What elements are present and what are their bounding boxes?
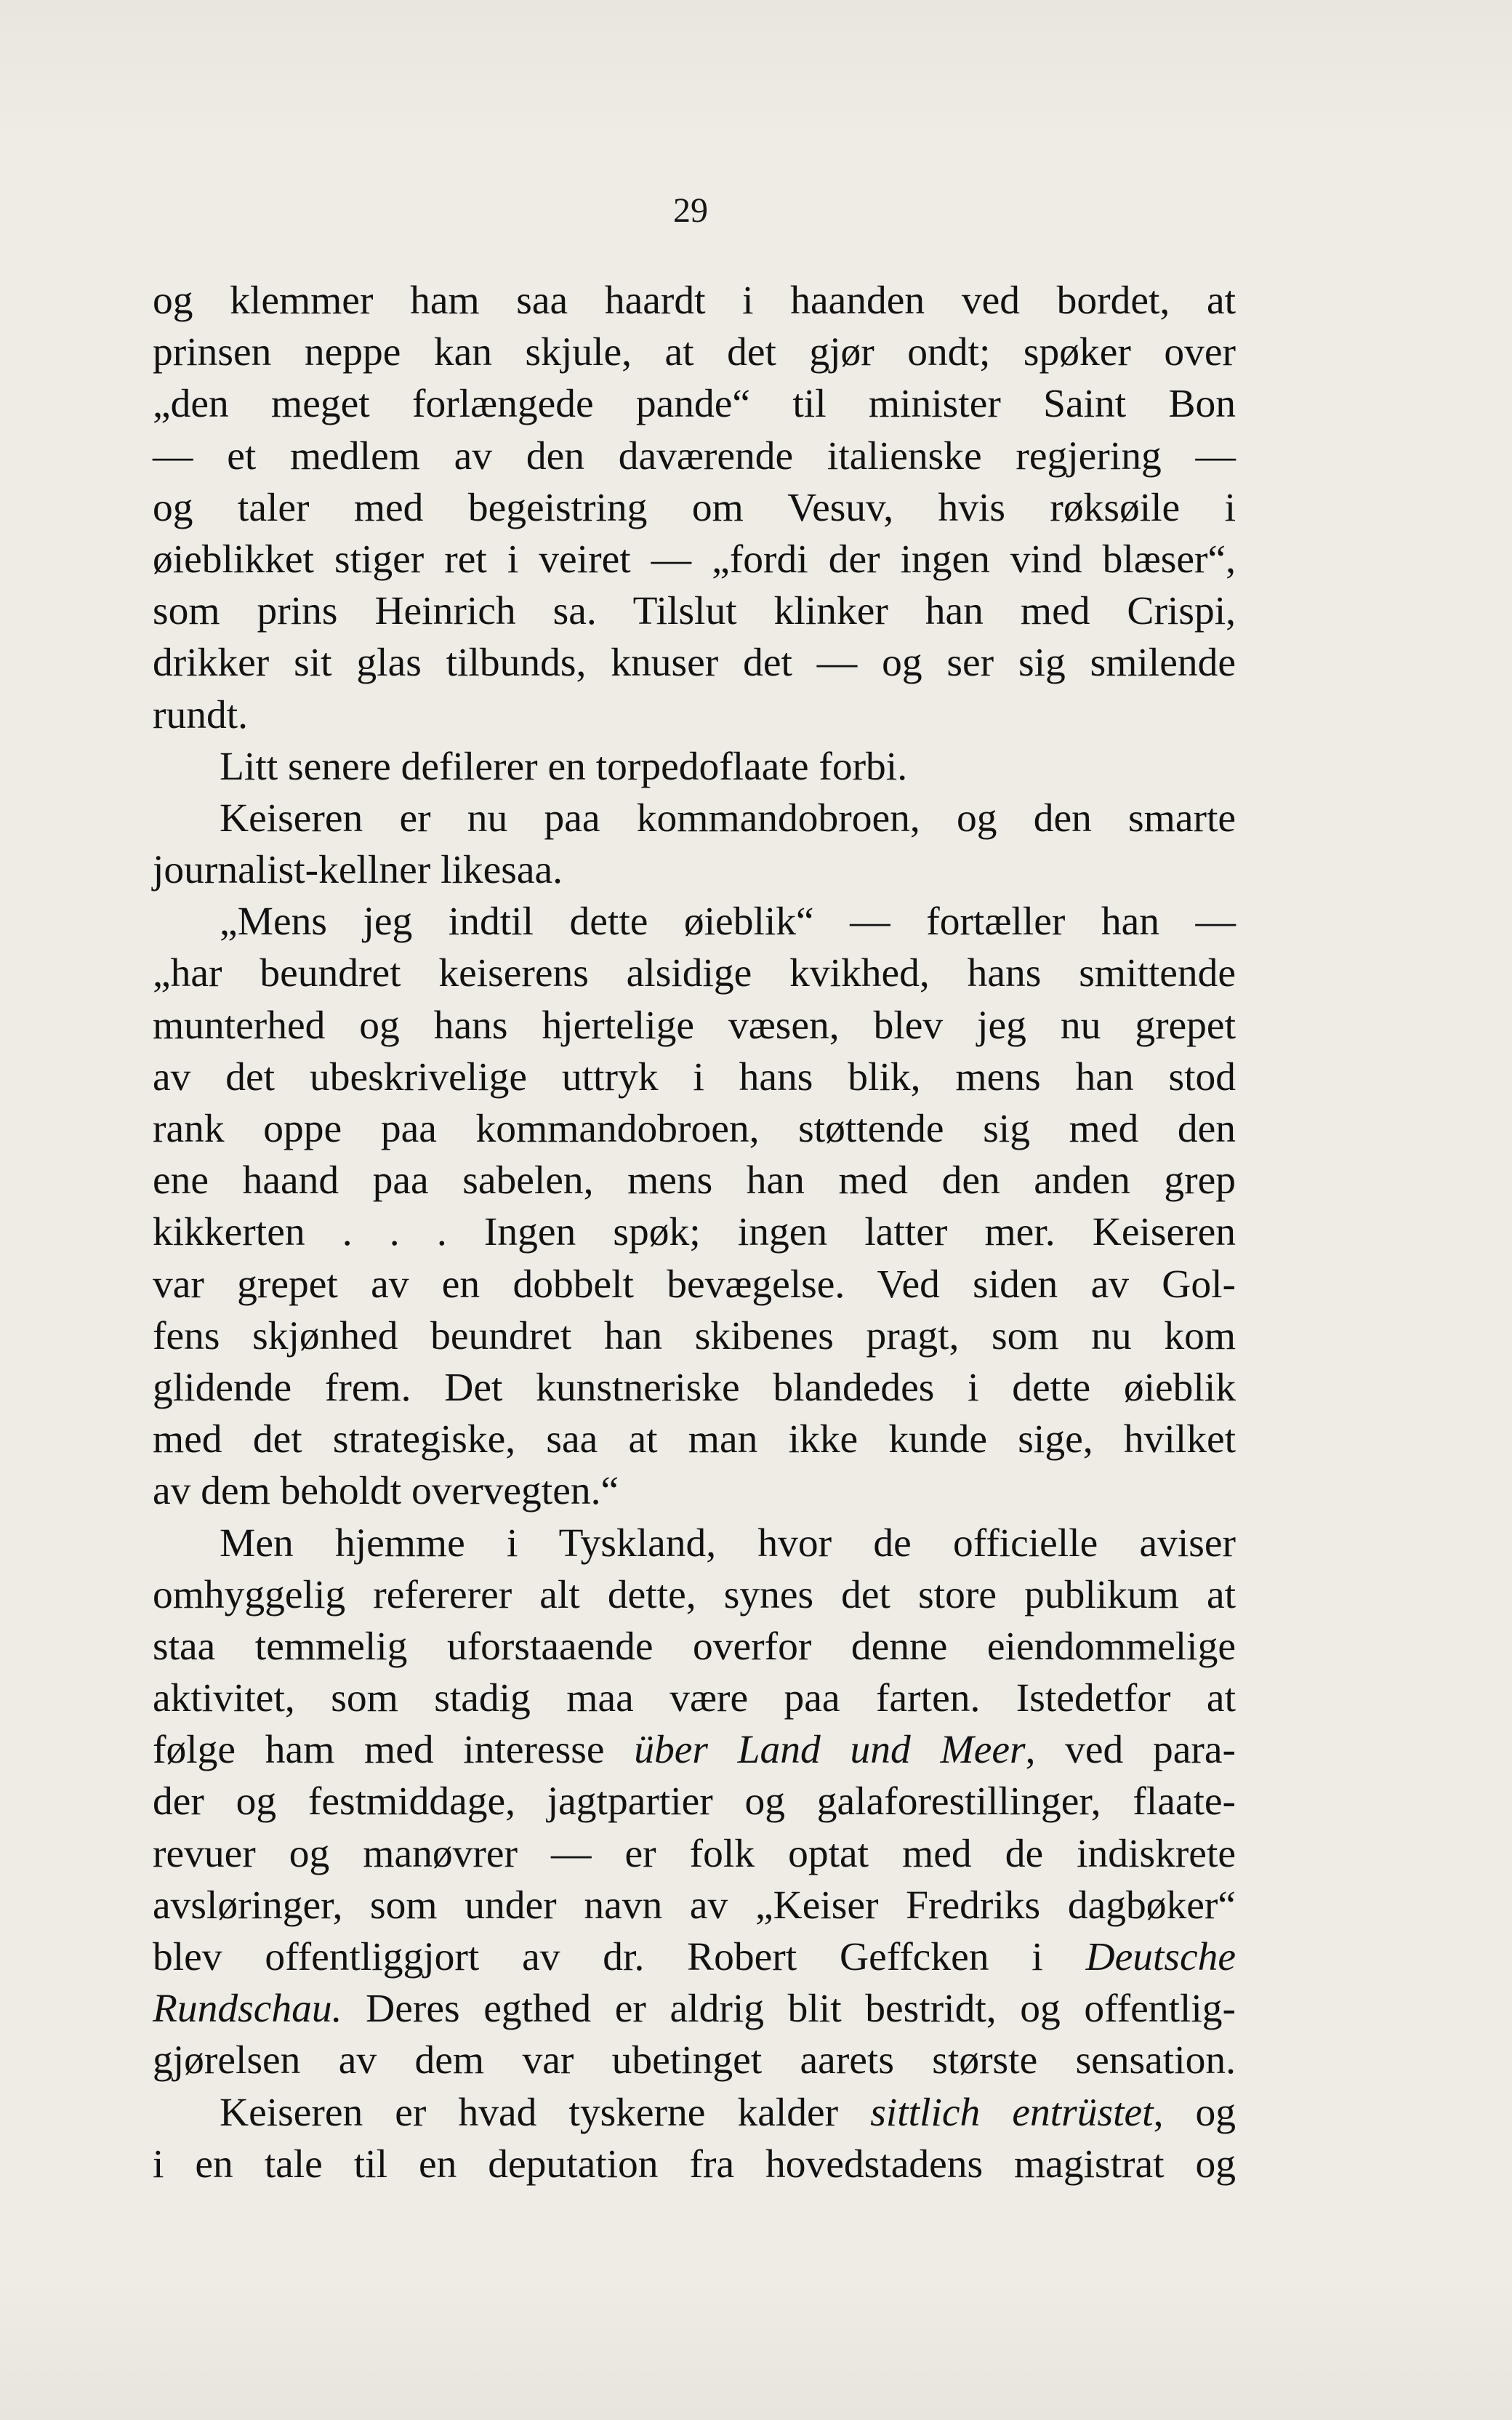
- line-text: og klemmer ham saa haardt i haanden ved bordet, at: [153, 279, 1236, 323]
- text-line: [153, 1931, 1236, 1983]
- line-text: i en tale til en deputation fra hovedstadens magistrat og: [153, 2141, 1236, 2187]
- italic-text: sittlich entrüstet: [870, 2090, 1154, 2135]
- text-line: [153, 896, 1236, 947]
- text-line: [153, 1983, 1236, 2035]
- text-line: [153, 430, 1236, 482]
- text-line: [153, 793, 1236, 844]
- line-text: avsløringer, som under navn av „Keiser Fredriks dagbøker“: [153, 1883, 1236, 1928]
- text-line: [153, 2139, 1236, 2190]
- text-line: [153, 378, 1236, 430]
- line-text: omhyggelig refererer alt dette, synes det store publikum at: [153, 1572, 1236, 1617]
- text-line: [153, 689, 1236, 741]
- text-line: [153, 1465, 1236, 1517]
- text-line: [153, 1000, 1236, 1051]
- text-line: [153, 947, 1236, 999]
- text-line: [153, 1880, 1236, 1931]
- line-text: munterhed og hans hjertelige væsen, blev jeg nu grepet: [153, 1003, 1236, 1048]
- text-line: [153, 1518, 1236, 1569]
- line-text: „Mens jeg indtil dette øieblik“ — fortæller han —: [220, 900, 1236, 945]
- line-text: der og festmiddage, jagtpartier og galaforestillinger, flaate-: [153, 1779, 1236, 1824]
- text-line: [153, 1103, 1236, 1155]
- line-text: og taler med begeistring om Vesuv, hvis røksøile i: [153, 485, 1236, 530]
- line-text: Men hjemme i Tyskland, hvor de officielle aviser: [220, 1520, 1236, 1566]
- line-text: aktivitet, som stadig maa være paa farten. Istedetfor at: [153, 1676, 1236, 1721]
- text-line: [153, 1362, 1236, 1414]
- line-text: prinsen neppe kan skjule, at det gjør ondt; spøker over: [153, 330, 1236, 375]
- text-line: [153, 1155, 1236, 1206]
- line-text: „har beundret keiserens alsidige kvikhed, hans smittende: [153, 951, 1236, 996]
- italic-text: Rundschau.: [153, 1987, 342, 2032]
- line-text: Deres egthed er aldrig blit bestridt, og offentlig-: [342, 1987, 1236, 2032]
- page-number: 29: [673, 191, 708, 230]
- text-line: [153, 1828, 1236, 1880]
- line-text: — et medlem av den daværende italienske regjering —: [153, 433, 1236, 478]
- line-text: av det ubeskrivelige uttryk i hans blik, mens han stod: [153, 1054, 1236, 1099]
- line-text: , og: [1153, 2090, 1236, 2135]
- line-text: rank oppe paa kommandobroen, støttende sig med den: [153, 1107, 1236, 1151]
- text-line: [153, 1414, 1236, 1465]
- line-text: drikker sit glas tilbunds, knuser det — og ser sig smilende: [153, 641, 1236, 686]
- line-text: blev offentliggjort av dr. Robert Geffcken i: [153, 1935, 1086, 1979]
- text-line: [153, 326, 1236, 378]
- italic-text: Deutsche: [1085, 1935, 1236, 1979]
- text-line: [153, 1672, 1236, 1724]
- line-text: ene haand paa sabelen, mens han med den anden grep: [153, 1158, 1236, 1203]
- line-text: , ved para-: [1025, 1728, 1236, 1773]
- text-line: [153, 1569, 1236, 1621]
- line-text: journalist-kellner likesaa.: [153, 848, 563, 893]
- line-text: revuer og manøvrer — er folk optat med de indiskrete: [153, 1831, 1236, 1876]
- line-text: „den meget forlængede pande“ til minister Saint Bon: [153, 382, 1236, 427]
- line-text: Litt senere defilerer en torpedoflaate forbi.: [220, 744, 908, 789]
- text-line: [153, 637, 1236, 689]
- text-line: [153, 482, 1236, 534]
- text-line: [153, 534, 1236, 585]
- text-line: [153, 1206, 1236, 1258]
- line-text: rundt.: [153, 692, 249, 737]
- line-text: Keiseren er hvad tyskerne kalder: [220, 2090, 871, 2135]
- text-line: [153, 2035, 1236, 2086]
- line-text: fens skjønhed beundret han skibenes pragt, som nu kom: [153, 1313, 1236, 1358]
- body-text: [153, 275, 1236, 2190]
- line-text: kikkerten . . . Ingen spøk; ingen latter mer. Keiseren: [153, 1210, 1236, 1255]
- text-line: [153, 275, 1236, 326]
- text-line: [153, 1776, 1236, 1827]
- text-line: [153, 1724, 1236, 1776]
- line-text: var grepet av en dobbelt bevægelse. Ved siden av Gol-: [153, 1262, 1236, 1307]
- line-text: av dem beholdt overvegten.“: [153, 1469, 619, 1514]
- line-text: med det strategiske, saa at man ikke kunde sige, hvilket: [153, 1417, 1236, 1462]
- line-text: glidende frem. Det kunstneriske blandedes i dette øieblik: [153, 1365, 1236, 1410]
- line-text: staa temmelig uforstaaende overfor denne eiendommelige: [153, 1624, 1236, 1669]
- text-line: [153, 585, 1236, 637]
- line-text: øieblikket stiger ret i veiret — „fordi der ingen vind blæser“,: [153, 537, 1236, 582]
- line-text: gjørelsen av dem var ubetinget aarets største sensation.: [153, 2038, 1236, 2083]
- text-line: [153, 1621, 1236, 1672]
- text-line: [153, 1310, 1236, 1362]
- text-line: [153, 1259, 1236, 1310]
- line-text: Keiseren er nu paa kommandobroen, og den smarte: [220, 796, 1236, 841]
- text-line: [153, 844, 1236, 896]
- italic-text: über Land und Meer: [634, 1728, 1026, 1773]
- text-line: [153, 741, 1236, 793]
- line-text: som prins Heinrich sa. Tilslut klinker han med Crispi,: [153, 589, 1236, 634]
- text-line: [153, 2087, 1236, 2139]
- line-text: følge ham med interesse: [153, 1728, 635, 1773]
- text-line: [153, 1051, 1236, 1103]
